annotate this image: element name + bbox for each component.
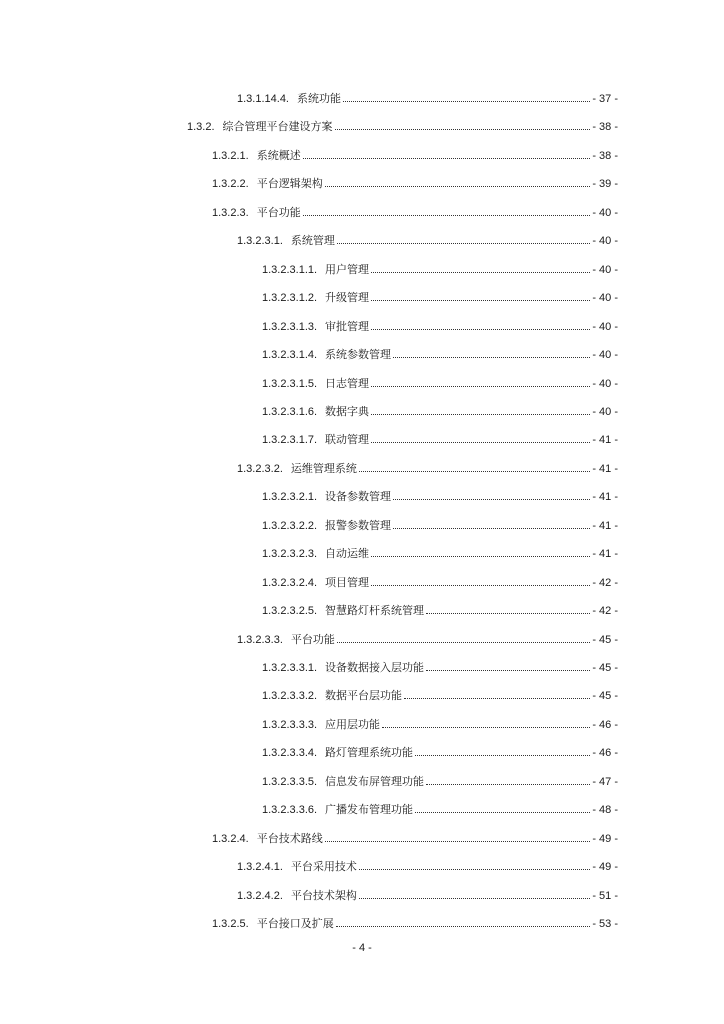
toc-entry-page: - 49 -: [592, 833, 618, 845]
toc-entry-title: 报警参数管理: [325, 519, 392, 532]
toc-entry-number: 1.3.2.1.: [212, 150, 249, 162]
toc-entry[interactable]: [237, 459, 618, 479]
toc-entry-page: - 38 -: [592, 150, 618, 162]
toc-entry-title: 平台采用技术: [290, 860, 357, 873]
dot-leader: [371, 317, 590, 330]
toc-entry-number: 1.3.2.3.3.: [237, 634, 283, 646]
dot-leader: [371, 288, 590, 301]
toc-entry-title: 数据字典: [325, 405, 370, 418]
toc-entry-number: 1.3.2.: [187, 121, 215, 133]
toc-entry-page: - 41 -: [592, 548, 618, 560]
toc-entry[interactable]: [262, 345, 618, 365]
toc-entry-title: 信息发布屏管理功能: [325, 775, 425, 788]
toc-entry-number: 1.3.2.3.2.3.: [262, 548, 318, 560]
toc-entry-title: 升级管理: [325, 291, 370, 304]
toc-entry-page: - 37 -: [592, 93, 618, 105]
toc-entry-title: 用户管理: [325, 263, 370, 276]
toc-entry[interactable]: [262, 430, 618, 450]
dot-leader: [303, 146, 591, 159]
dot-leader: [393, 516, 590, 529]
toc-entry[interactable]: [262, 516, 618, 536]
toc-entry[interactable]: [262, 743, 618, 763]
toc-entry-page: - 40 -: [592, 292, 618, 304]
dot-leader: [343, 89, 590, 102]
dot-leader: [393, 487, 590, 500]
toc-entry-number: 1.3.2.3.3.1.: [262, 662, 318, 674]
toc-entry[interactable]: [262, 686, 618, 706]
toc-entry-title: 系统概述: [256, 149, 301, 162]
toc-entry-page: - 46 -: [592, 747, 618, 759]
toc-entry-page: - 47 -: [592, 776, 618, 788]
toc-entry-number: 1.3.2.5.: [212, 918, 249, 930]
dot-leader: [371, 573, 590, 586]
toc-entry-number: 1.3.2.3.: [212, 207, 249, 219]
toc-entry-number: 1.3.2.3.1.4.: [262, 349, 318, 361]
toc-entry[interactable]: [237, 231, 618, 251]
dot-leader: [426, 601, 590, 614]
page-number-footer: - 4 -: [352, 942, 372, 954]
toc-entry-title: 平台逻辑架构: [256, 177, 323, 190]
toc-entry-page: - 39 -: [592, 178, 618, 190]
toc-entry-page: - 45 -: [592, 662, 618, 674]
dot-leader: [393, 345, 590, 358]
toc-entry-page: - 41 -: [592, 491, 618, 503]
dot-leader: [337, 630, 590, 643]
toc-entry[interactable]: [212, 914, 618, 934]
toc-entry[interactable]: [262, 544, 618, 564]
toc-entry-page: - 40 -: [592, 378, 618, 390]
toc-entry-page: - 42 -: [592, 605, 618, 617]
toc-entry[interactable]: [262, 317, 618, 337]
toc-entry[interactable]: [237, 630, 618, 650]
toc-entry-number: 1.3.2.2.: [212, 178, 249, 190]
toc-entry-page: - 40 -: [592, 207, 618, 219]
toc-entry-page: - 42 -: [592, 577, 618, 589]
toc-entry-number: 1.3.2.3.2.5.: [262, 605, 318, 617]
toc-entry[interactable]: [262, 402, 618, 422]
toc-entry-page: - 40 -: [592, 406, 618, 418]
dot-leader: [336, 914, 591, 927]
dot-leader: [359, 459, 590, 472]
toc-entry-title: 系统管理: [290, 234, 335, 247]
toc-entry-title: 项目管理: [325, 576, 370, 589]
dot-leader: [325, 174, 591, 187]
toc-entry[interactable]: [262, 601, 618, 621]
toc-entry-page: - 38 -: [592, 121, 618, 133]
toc-entry-title: 平台技术架构: [290, 889, 357, 902]
toc-entry-page: - 40 -: [592, 349, 618, 361]
toc-entry-number: 1.3.2.3.3.5.: [262, 776, 318, 788]
dot-leader: [371, 374, 590, 387]
dot-leader: [371, 430, 590, 443]
dot-leader: [325, 829, 591, 842]
toc-entry-title: 平台功能: [290, 633, 335, 646]
toc-entry[interactable]: [262, 800, 618, 820]
toc-entry-number: 1.3.2.3.2.: [237, 463, 283, 475]
toc-entry-title: 审批管理: [325, 320, 370, 333]
toc-entry-page: - 40 -: [592, 264, 618, 276]
toc-entry-title: 智慧路灯杆系统管理: [325, 604, 425, 617]
toc-entry[interactable]: [262, 658, 618, 678]
toc-entry-title: 设备参数管理: [325, 490, 392, 503]
toc-entry[interactable]: [237, 857, 618, 877]
dot-leader: [371, 544, 590, 557]
toc-entry[interactable]: [187, 117, 618, 137]
toc-entry[interactable]: [237, 886, 618, 906]
toc-entry-number: 1.3.2.3.1.7.: [262, 434, 318, 446]
toc-entry-title: 自动运维: [325, 547, 370, 560]
toc-entry-page: - 45 -: [592, 634, 618, 646]
toc-entry-page: - 48 -: [592, 804, 618, 816]
dot-leader: [415, 800, 590, 813]
toc-entry-number: 1.3.1.14.4.: [237, 93, 289, 105]
toc-entry-page: - 49 -: [592, 861, 618, 873]
toc-entry-number: 1.3.2.3.3.3.: [262, 719, 318, 731]
dot-leader: [371, 402, 590, 415]
toc-entry-title: 日志管理: [325, 377, 370, 390]
toc-entry-title: 系统功能: [297, 92, 341, 105]
toc-entry[interactable]: [262, 573, 618, 593]
toc-entry[interactable]: [262, 772, 618, 792]
toc-entry-page: - 51 -: [592, 890, 618, 902]
toc-entry[interactable]: [212, 146, 618, 166]
toc-entry-title: 应用层功能: [325, 718, 381, 731]
dot-leader: [335, 117, 591, 130]
toc-entry-number: 1.3.2.3.1.1.: [262, 264, 318, 276]
toc-entry-number: 1.3.2.3.3.6.: [262, 804, 318, 816]
toc-entry-number: 1.3.2.3.1.5.: [262, 378, 318, 390]
dot-leader: [337, 231, 590, 244]
toc-entry-number: 1.3.2.4.1.: [237, 861, 283, 873]
dot-leader: [359, 857, 590, 870]
toc-entry[interactable]: [262, 260, 618, 280]
toc-entry[interactable]: [212, 203, 618, 223]
toc-entry-number: 1.3.2.4.: [212, 833, 249, 845]
toc-entry-title: 数据平台层功能: [325, 689, 403, 702]
toc-entry-number: 1.3.2.3.1.2.: [262, 292, 318, 304]
toc-entry-title: 广播发布管理功能: [325, 803, 414, 816]
toc-entry-page: - 41 -: [592, 434, 618, 446]
dot-leader: [426, 772, 590, 785]
toc-entry-number: 1.3.2.4.2.: [237, 890, 283, 902]
toc-entry-number: 1.3.2.3.1.3.: [262, 321, 318, 333]
toc-entry-number: 1.3.2.3.1.6.: [262, 406, 318, 418]
toc-entry-title: 运维管理系统: [290, 462, 357, 475]
dot-leader: [371, 260, 590, 273]
toc-entry-number: 1.3.2.3.2.1.: [262, 491, 318, 503]
dot-leader: [359, 886, 590, 899]
toc-entry[interactable]: [262, 288, 618, 308]
toc-entry-page: - 41 -: [592, 463, 618, 475]
toc-entry[interactable]: [262, 487, 618, 507]
toc-entry-number: 1.3.2.3.3.4.: [262, 747, 318, 759]
toc-entry[interactable]: [212, 829, 618, 849]
dot-leader: [415, 743, 590, 756]
toc-entry-page: - 53 -: [592, 918, 618, 930]
toc-entry-page: - 40 -: [592, 321, 618, 333]
dot-leader: [382, 715, 590, 728]
toc-entry-page: - 40 -: [592, 235, 618, 247]
dot-leader: [303, 203, 591, 216]
toc-entry-title: 联动管理: [325, 433, 370, 446]
toc-entry-title: 平台接口及扩展: [256, 917, 334, 930]
toc-entry-page: - 45 -: [592, 690, 618, 702]
toc-entry[interactable]: [262, 715, 618, 735]
toc-entry-page: - 41 -: [592, 520, 618, 532]
toc-entry-number: 1.3.2.3.3.2.: [262, 690, 318, 702]
toc-entry-title: 系统参数管理: [325, 348, 392, 361]
dot-leader: [426, 658, 590, 671]
toc-entry-title: 综合管理平台建设方案: [222, 120, 333, 133]
toc-entry[interactable]: [262, 374, 618, 394]
toc-entry-title: 设备数据接入层功能: [325, 661, 425, 674]
toc-entry-page: - 46 -: [592, 719, 618, 731]
dot-leader: [404, 686, 590, 699]
toc-entry[interactable]: [212, 174, 618, 194]
toc-entry-number: 1.3.2.3.2.4.: [262, 577, 318, 589]
toc-entry-number: 1.3.2.3.1.: [237, 235, 283, 247]
toc-entry-title: 平台功能: [256, 206, 301, 219]
toc-entry[interactable]: [237, 89, 618, 109]
toc-entry-number: 1.3.2.3.2.2.: [262, 520, 318, 532]
toc-entry-title: 平台技术路线: [256, 832, 323, 845]
toc-entry-title: 路灯管理系统功能: [325, 746, 414, 759]
